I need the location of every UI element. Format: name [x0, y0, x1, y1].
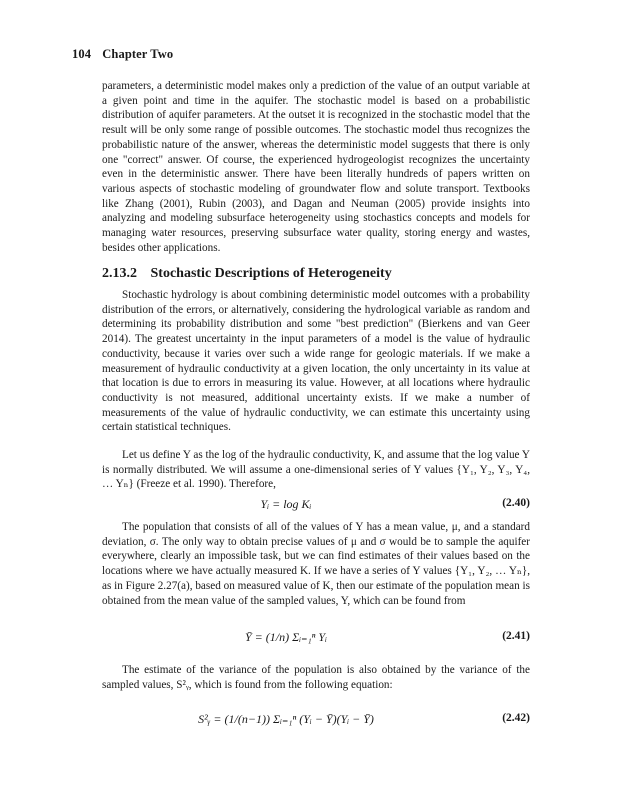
running-header — [72, 47, 173, 62]
section-number: 2.13.2 — [102, 266, 137, 281]
equation-number: (2.41) — [502, 630, 530, 642]
body-paragraph-2: Stochastic hydrology is about combining deterministic model outcomes with a probability distribution of the errors, or alternatively, considering the hydrological variable as random and determining its probability distribution and some "best prediction" (Bierkens and van Geer 2014). The greatest uncertainty in the input parameters of a model is the value of hydraulic conductivity, because it varies over such a wide range for geologic materials. If we make a measurement of hydraulic conductivity at a given location, the only uncertainty in its value at that location is due to errors in measuring its value. However, at all locations where hydraulic conductivity is not measured, additional uncertainty exists. If we make a number of measurements of the value of hydraulic conductivity, we can estimate this uncertainty using certain statistical techniques. — [102, 289, 530, 434]
equation-2-41 — [102, 630, 530, 652]
equation-2-42 — [102, 712, 530, 734]
body-paragraph-1: parameters, a deterministic model makes only a prediction of the value of an output variable at a given point and time in the aquifer. The stochastic model is based on a probabilistic distribution of aquifer parameters. At the outset it is recognized in the stochastic model that the result will be only some range of possible outcomes. The stochastic model thus recognizes the probabilistic nature of the answer, whereas the deterministic model suggests that there is only one "correct" answer. Of course, the experienced hydrogeologist recognizes the uncertainty even in the deterministic answer. There have been literally hundreds of papers written on various aspects of stochastic modeling of groundwater flow and solute transport. Textbooks like Zhang (2001), Rubin (2003), and Dagan and Neuman (2005) provide insights into analyzing and modeling subsurface heterogeneity using stochastics concepts and models for managing water resources, preserving subsurface water quality, storing energy and wastes, besides other applications. — [102, 80, 530, 254]
equation-2-40 — [102, 497, 530, 519]
page-number: 104 — [72, 47, 92, 61]
equation-number: (2.40) — [502, 497, 530, 509]
body-paragraph-5: The estimate of the variance of the population is also obtained by the variance of the sampled values, S²ᵧ, which is found from the following equation: — [102, 664, 530, 691]
equation-expression: S²ᵧ = (1/(n−1)) Σᵢ₌₁ⁿ (Yᵢ − Ȳ)(Yᵢ − Ȳ) — [198, 712, 374, 726]
equation-number: (2.42) — [502, 712, 530, 724]
body-paragraph-3: Let us define Y as the log of the hydraulic conductivity, K, and assume that the log value Y is normally distributed. We will assume a one-dimensional series of Y values {Y₁, Y₂, Y₃, Y₄, … Yₙ} (Freeze et al. 1990). Therefore, — [102, 449, 530, 491]
equation-expression: Yᵢ = log Kᵢ — [260, 497, 312, 511]
body-paragraph-4: The population that consists of all of the values of Y has a mean value, μ, and a standard deviation, σ. The only way to obtain precise values of μ and σ would be to sample the aquifer everywhere, clearly an impossible task, but we can find estimates of their values based on the locations where we have actually measured K. If we have a series of Y values {Y₁, Y₂, … Yₙ}, as in Figure 2.27(a), based on measured value of K, then our estimate of the population mean is obtained from the mean value of the sampled values, Y, which can be found from — [102, 521, 530, 607]
equation-expression: Ȳ = (1/n) Σᵢ₌₁ⁿ Yᵢ — [245, 630, 327, 644]
chapter-title: Chapter Two — [102, 47, 174, 61]
section-heading — [102, 266, 392, 282]
section-title-text: Stochastic Descriptions of Heterogeneity — [150, 266, 392, 281]
